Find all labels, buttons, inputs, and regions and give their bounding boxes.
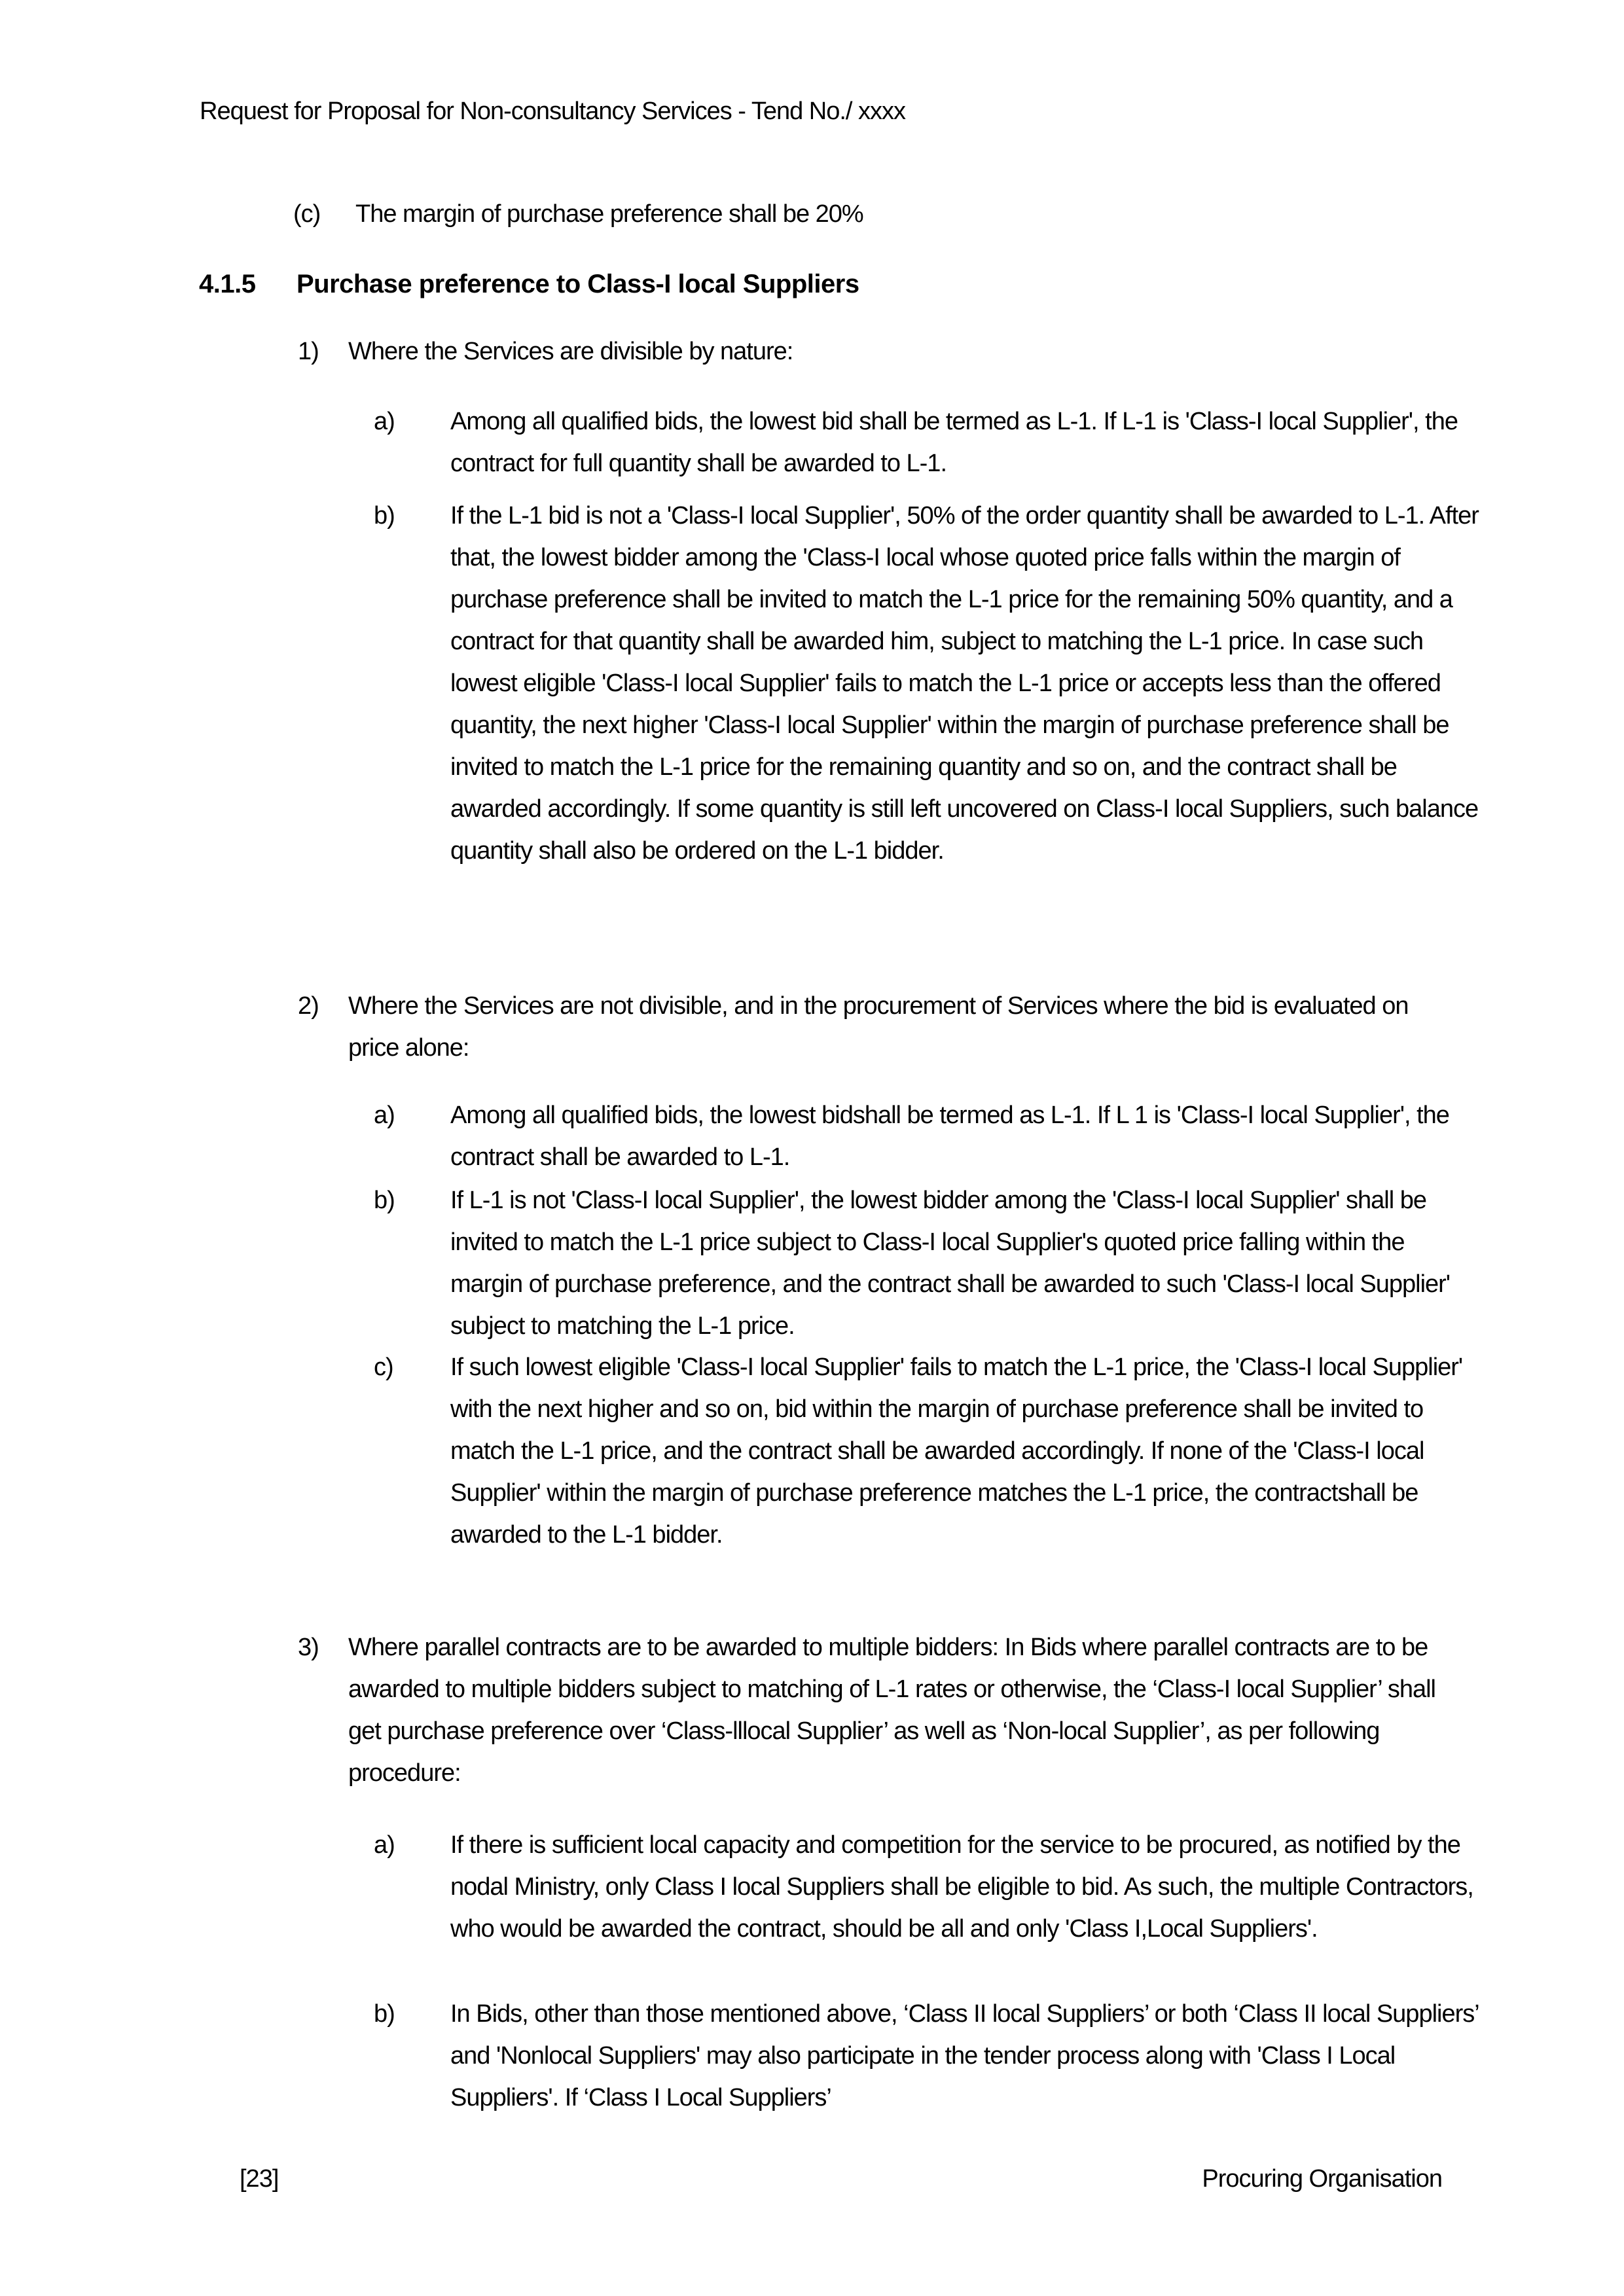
item-marker: b) — [374, 1187, 395, 1214]
item-text: If there is sufficient local capacity and competition for the service to be procured, as notified by the nodal Ministry, only Class I local Suppliers shall be eligible to bid. As such, the multiple Contractors, who would be awarded the contract, should be all and only 'Class I,Local Suppliers'. — [450, 1831, 1473, 1943]
item-text: Among all qualified bids, the lowest bid shall be termed as L-1. If L-1 is 'Class-I local Supplier', the contract for full quantity shall be awarded to L-1. — [450, 408, 1458, 477]
item-marker: 2) — [298, 992, 319, 1020]
item-text: Where the Services are not divisible, and in the procurement of Services where the bid is evaluated on price alone: — [348, 992, 1409, 1062]
sub-list-item — [374, 1346, 1481, 1556]
list-item — [298, 331, 1451, 372]
page-header: Request for Proposal for Non-consultancy Services - Tend No./ xxxx — [200, 98, 906, 125]
item-marker: 3) — [298, 1634, 319, 1661]
sub-list-item — [374, 401, 1481, 484]
item-text: Where parallel contracts are to be awarded to multiple bidders: In Bids where parallel contracts are to be awarded to multiple bidders subject to matching of L-1 rates or otherwise, the ‘Class-I local Supplier’ shall get purchase preference over ‘Class-lllocal Supplier’ as well as ‘Non-local Supplier’, as per following procedure: — [348, 1634, 1435, 1787]
list-item — [293, 193, 1468, 235]
section-heading — [199, 263, 859, 305]
item-marker: a) — [374, 408, 395, 435]
item-marker: a) — [374, 1102, 395, 1129]
sub-list-item — [374, 1179, 1481, 1347]
item-marker: a) — [374, 1831, 395, 1859]
item-text: The margin of purchase preference shall be 20% — [355, 200, 863, 228]
sub-list-item — [374, 1094, 1481, 1178]
item-text: If such lowest eligible 'Class-I local Supplier' fails to match the L-1 price, the 'Class-I local Supplier' with the next higher and so on, bid within the margin of purchase preference shall be invited to match the L-1 price, and the contract shall be awarded accordingly. If none of the 'Class-I local Supplier' within the margin of purchase preference matches the L-1 price, the contractshall be awarded to the L-1 bidder. — [450, 1354, 1463, 1549]
page-number: [23] — [240, 2165, 279, 2193]
item-marker: c) — [374, 1354, 393, 1381]
item-text: If L-1 is not 'Class-I local Supplier', the lowest bidder among the 'Class-I local Supplier' shall be invited to match the L-1 price subject to Class-I local Supplier's quoted price falling within the margin of purchase preference, and the contract shall be awarded to such 'Class-I local Supplier' subject to matching the L-1 price. — [450, 1187, 1451, 1340]
footer-organisation: Procuring Organisation — [1202, 2165, 1442, 2193]
list-item — [298, 985, 1451, 1069]
item-marker: b) — [374, 502, 395, 529]
sub-list-item — [374, 1824, 1481, 1950]
item-text: In Bids, other than those mentioned above, ‘Class II local Suppliers’ or both ‘Class II local Suppliers’ and 'Nonlocal Suppliers' may also participate in the tender process along with 'Class I Local Suppliers'. If ‘Class I Local Suppliers’ — [450, 2000, 1479, 2111]
item-marker: 1) — [298, 338, 319, 365]
section-title: Purchase preference to Class-I local Suppliers — [297, 270, 859, 298]
item-marker: b) — [374, 2000, 395, 2028]
sub-list-item — [374, 495, 1481, 872]
list-item — [298, 1626, 1451, 1794]
sub-list-item — [374, 1993, 1481, 2119]
section-number: 4.1.5 — [199, 270, 256, 298]
item-text: If the L-1 bid is not a 'Class-I local Supplier', 50% of the order quantity shall be awarded to L-1. After that, the lowest bidder among the 'Class-I local whose quoted price falls within the margin of purchase preference shall be invited to match the L-1 price for the remaining 50% quantity, and a contract for that quantity shall be awarded him, subject to matching the L-1 price. In case such lowest eligible 'Class-I local Supplier' fails to match the L-1 price or accepts less than the offered quantity, the next higher 'Class-I local Supplier' within the margin of purchase preference shall be invited to match the L-1 price for the remaining quantity and so on, and the contract shall be awarded accordingly. If some quantity is still left uncovered on Class-I local Suppliers, such balance quantity shall also be ordered on the L-1 bidder. — [450, 502, 1479, 865]
item-text: Among all qualified bids, the lowest bidshall be termed as L-1. If L 1 is 'Class-I local Supplier', the contract shall be awarded to L-1. — [450, 1102, 1449, 1171]
item-text: Where the Services are divisible by nature: — [348, 338, 793, 365]
item-marker: (c) — [293, 200, 321, 228]
